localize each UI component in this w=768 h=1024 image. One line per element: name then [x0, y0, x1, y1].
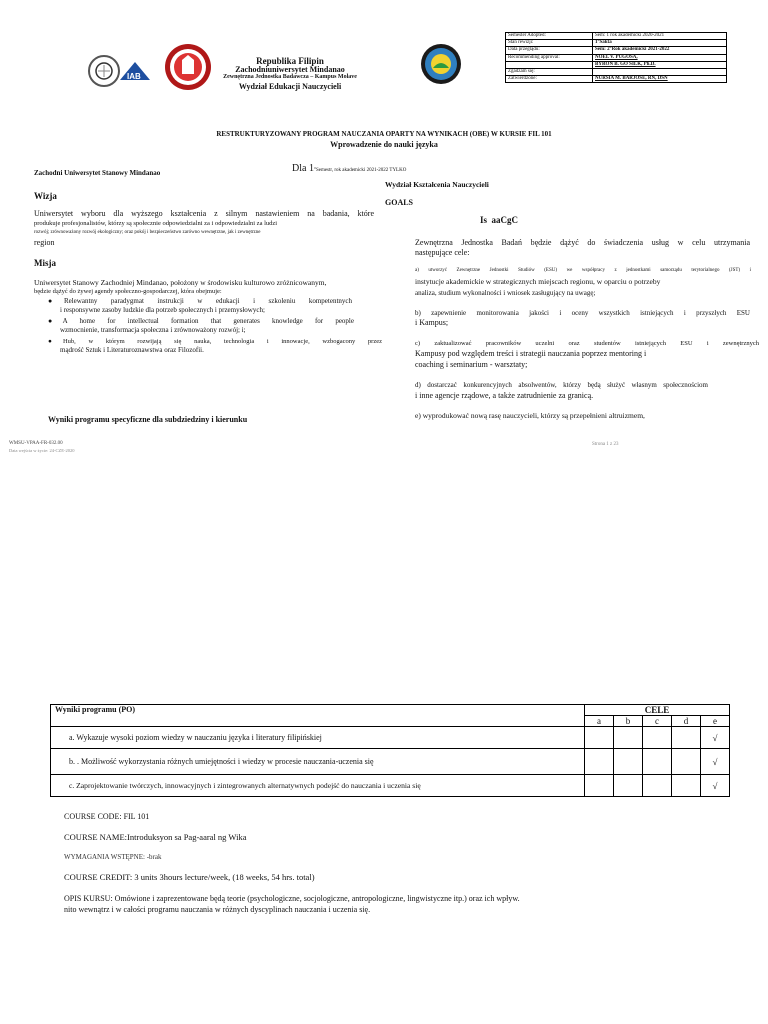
curriculum-title: RESTRUKTURYZOWANY PROGRAM NAUCZANIA OPARTY NA WYNIKACH (OBE) W KURSIE FIL 101	[216, 130, 552, 138]
goals-intro: następujące cele:	[415, 248, 470, 257]
goal-c: c) zaktualizować pracowników uczelni oraz studentów istniejących ESU i zewnętrznych	[415, 340, 759, 347]
vision-text: produkuje profesjonalistów, którzy są społecznie odpowiedzialni za i odpowiedzialni za ludzi	[34, 220, 278, 227]
table-row	[51, 727, 730, 749]
country-name: Republika Filipin	[256, 56, 324, 66]
accreditation-logo	[118, 60, 152, 84]
vision-text: Uniwersytet wyboru dla wyższego kształcenia z silnym nastawieniem na badania, które	[34, 209, 374, 218]
vision-text: region	[34, 238, 55, 247]
vision-text: rozwój; zrównoważony rozwój ekologiczny; oraz pokój i bezpieczeństwo zarówno wewnętrzne, jak i zewnętrzne	[34, 230, 261, 235]
course-credit: COURSE CREDIT: 3 units 3hours lecture/week, (18 weeks, 54 hrs. total)	[64, 872, 315, 882]
goal-col-c: c	[643, 716, 672, 727]
goal-b: i Kampus;	[415, 318, 449, 327]
meta-row: Recommending approval: NOEL V. PUGOSA,	[506, 54, 727, 61]
mission-heading: Misja	[34, 258, 56, 268]
mission-text: Uniwersytet Stanowy Zachodniej Mindanao, położony w środowisku kulturowo zróżnicowanym,	[34, 278, 327, 287]
meta-row: Zgadzam się:	[506, 69, 727, 76]
goal-c: Kampusy pod względem treści i strategii nauczania poprzez mentoring i	[415, 349, 647, 358]
vision-heading: Wizja	[34, 191, 57, 201]
goals-subheading: Is aaCgC	[480, 215, 519, 225]
mission-bullet: mądrość Sztuk i Literaturoznawstwa oraz Filozofii.	[60, 346, 204, 354]
mission-text: będzie dążyć do żywej agendy społeczno-gospodarczej, która obejmuje:	[34, 288, 222, 295]
course-prerequisites: WYMAGANIA WSTĘPNE: -brak	[64, 853, 162, 861]
table-row	[51, 775, 730, 797]
goal-c: coaching i seminarium - warsztaty;	[415, 360, 528, 369]
course-code: COURSE CODE: FIL 101	[64, 812, 150, 821]
goals-header: CELE	[585, 705, 730, 716]
goal-col-e: e	[701, 716, 730, 727]
mission-bullet: ●Hub, w którym rozwijają się nauka, technologia i innowacje, wzbogacony przez	[48, 338, 382, 345]
check-mark: √	[701, 775, 730, 797]
table-row	[51, 749, 730, 775]
meta-row: Zatwierdzone: NURSIA M. BARJOSE, RN, DSN	[506, 76, 727, 83]
effective-date: Data wejścia w życie: 24-CZE-2020	[9, 448, 75, 453]
goal-col-b: b	[614, 716, 643, 727]
org-name: Zachodni Uniwersytet Stanowy Mindanao	[34, 169, 161, 177]
course-subtitle: Wprowadzenie do nauki języka	[330, 140, 438, 149]
university-name: Zachodniuniwersytet Mindanao	[235, 65, 345, 74]
department-heading: Wydział Kształcenia Nauczycieli	[385, 180, 489, 189]
unit-name: Zewnętrzna Jednostka Badawcza – Kampus Molave	[223, 74, 357, 80]
outcomes-heading: Wyniki programu specyficzne dla subdziedziny i kierunku	[48, 415, 248, 424]
goal-col-a: a	[585, 716, 614, 727]
course-name: COURSE NAME:Introduksyon sa Pag-aaral ng Wika	[64, 832, 247, 842]
mission-bullet: ●A home for intellectual formation that generates knowledge for people	[48, 317, 354, 325]
course-description: nito wewnątrz i w całości programu nauczania w różnych dyscyplinach nauczania i uczenia się.	[64, 905, 371, 914]
goal-b: b) zapewnienie monitorowania jakości i oceny wszystkich istniejących i przyszłych ESU	[415, 309, 750, 317]
check-mark: √	[701, 749, 730, 775]
meta-row: Data przeglądu: Sem: 2°Rok akademicki 2021-2022	[506, 47, 727, 54]
page-number: Strona 1 z 23	[592, 442, 619, 447]
form-code: WMSU-VPAA-FR-032.00	[9, 441, 63, 446]
goals-heading: GOALS	[385, 198, 414, 207]
goals-intro: Zewnętrzna Jednostka Badań będzie dążyć do świadczenia usług w celu utrzymania	[415, 238, 750, 247]
table-header-row	[51, 705, 730, 716]
po-header: Wyniki programu (PO)	[51, 705, 585, 727]
mission-bullet: wzmocnienie, transformacja społeczna i zrównoważony rozwój; i;	[60, 326, 246, 334]
check-mark: √	[701, 727, 730, 749]
po-text: b. . Możliwość wykorzystania różnych umiejętności i wiedzy w procesie nauczania-uczenia się	[51, 749, 585, 775]
goal-d: i inne agencje rządowe, a także zatrudnienie za granicą.	[415, 391, 594, 400]
mission-bullet: i responsywne zasoby ludzkie dla potrzeb społecznych i przemysłowych;	[60, 306, 265, 314]
goal-col-d: d	[672, 716, 701, 727]
meta-row: BYRON B. GO SILK, Ph.D.	[506, 61, 727, 68]
department-name: Wydział Edukacji Nauczycieli	[238, 82, 342, 91]
meta-row: Stan rewizji: 1°Sakta	[506, 40, 727, 47]
campus-seal	[421, 44, 461, 84]
goal-a: analiza, studium wykonalności i wniosek zasługujący na uwagę;	[415, 289, 596, 297]
goal-a: a) utworzyć Zewnętrzne Jednostki Studiów (ESU) we współpracy z jednostkami samorządu terytorialnego (JST) i	[415, 268, 751, 273]
semester-line: Dla 1°Semestr, rok akademicki 2021-2022 TYLKO	[292, 163, 407, 174]
document-control-table	[505, 32, 727, 83]
certification-logo	[88, 55, 120, 87]
goal-a: instytucje akademickie w strategicznych miejscach regionu, w oparciu o potrzeby	[415, 277, 661, 286]
po-text: c. Zaprojektowanie twórczych, innowacyjnych i zintegrowanych alternatywnych podejść do nauczania i uczenia się	[51, 775, 585, 797]
program-outcomes-table	[50, 704, 730, 797]
svg-text:IAB: IAB	[127, 72, 141, 81]
course-description: OPIS KURSU: Omówione i zaprezentowane będą teorie (psychologiczne, socjologiczne, antropologiczne, lingwistyczne itp.) oraz ich wpływ.	[64, 894, 520, 903]
goal-d: d) dostarczać konkurencyjnych absolwentów, którzy będą służyć własnym społecznościom	[415, 381, 708, 389]
meta-row: Semester Adopted: Sem: 1 rok akademicki 2020-2021	[506, 33, 727, 40]
mission-bullet: ●Relewantny paradygmat instrukcji w edukacji i szkoleniu kompetentnych	[48, 297, 352, 305]
po-text: a. Wykazuje wysoki poziom wiedzy w nauczaniu języka i literatury filipińskiej	[51, 727, 585, 749]
goal-e: e) wyprodukować nową rasę nauczycieli, którzy są przepełnieni altruizmem,	[415, 411, 645, 420]
